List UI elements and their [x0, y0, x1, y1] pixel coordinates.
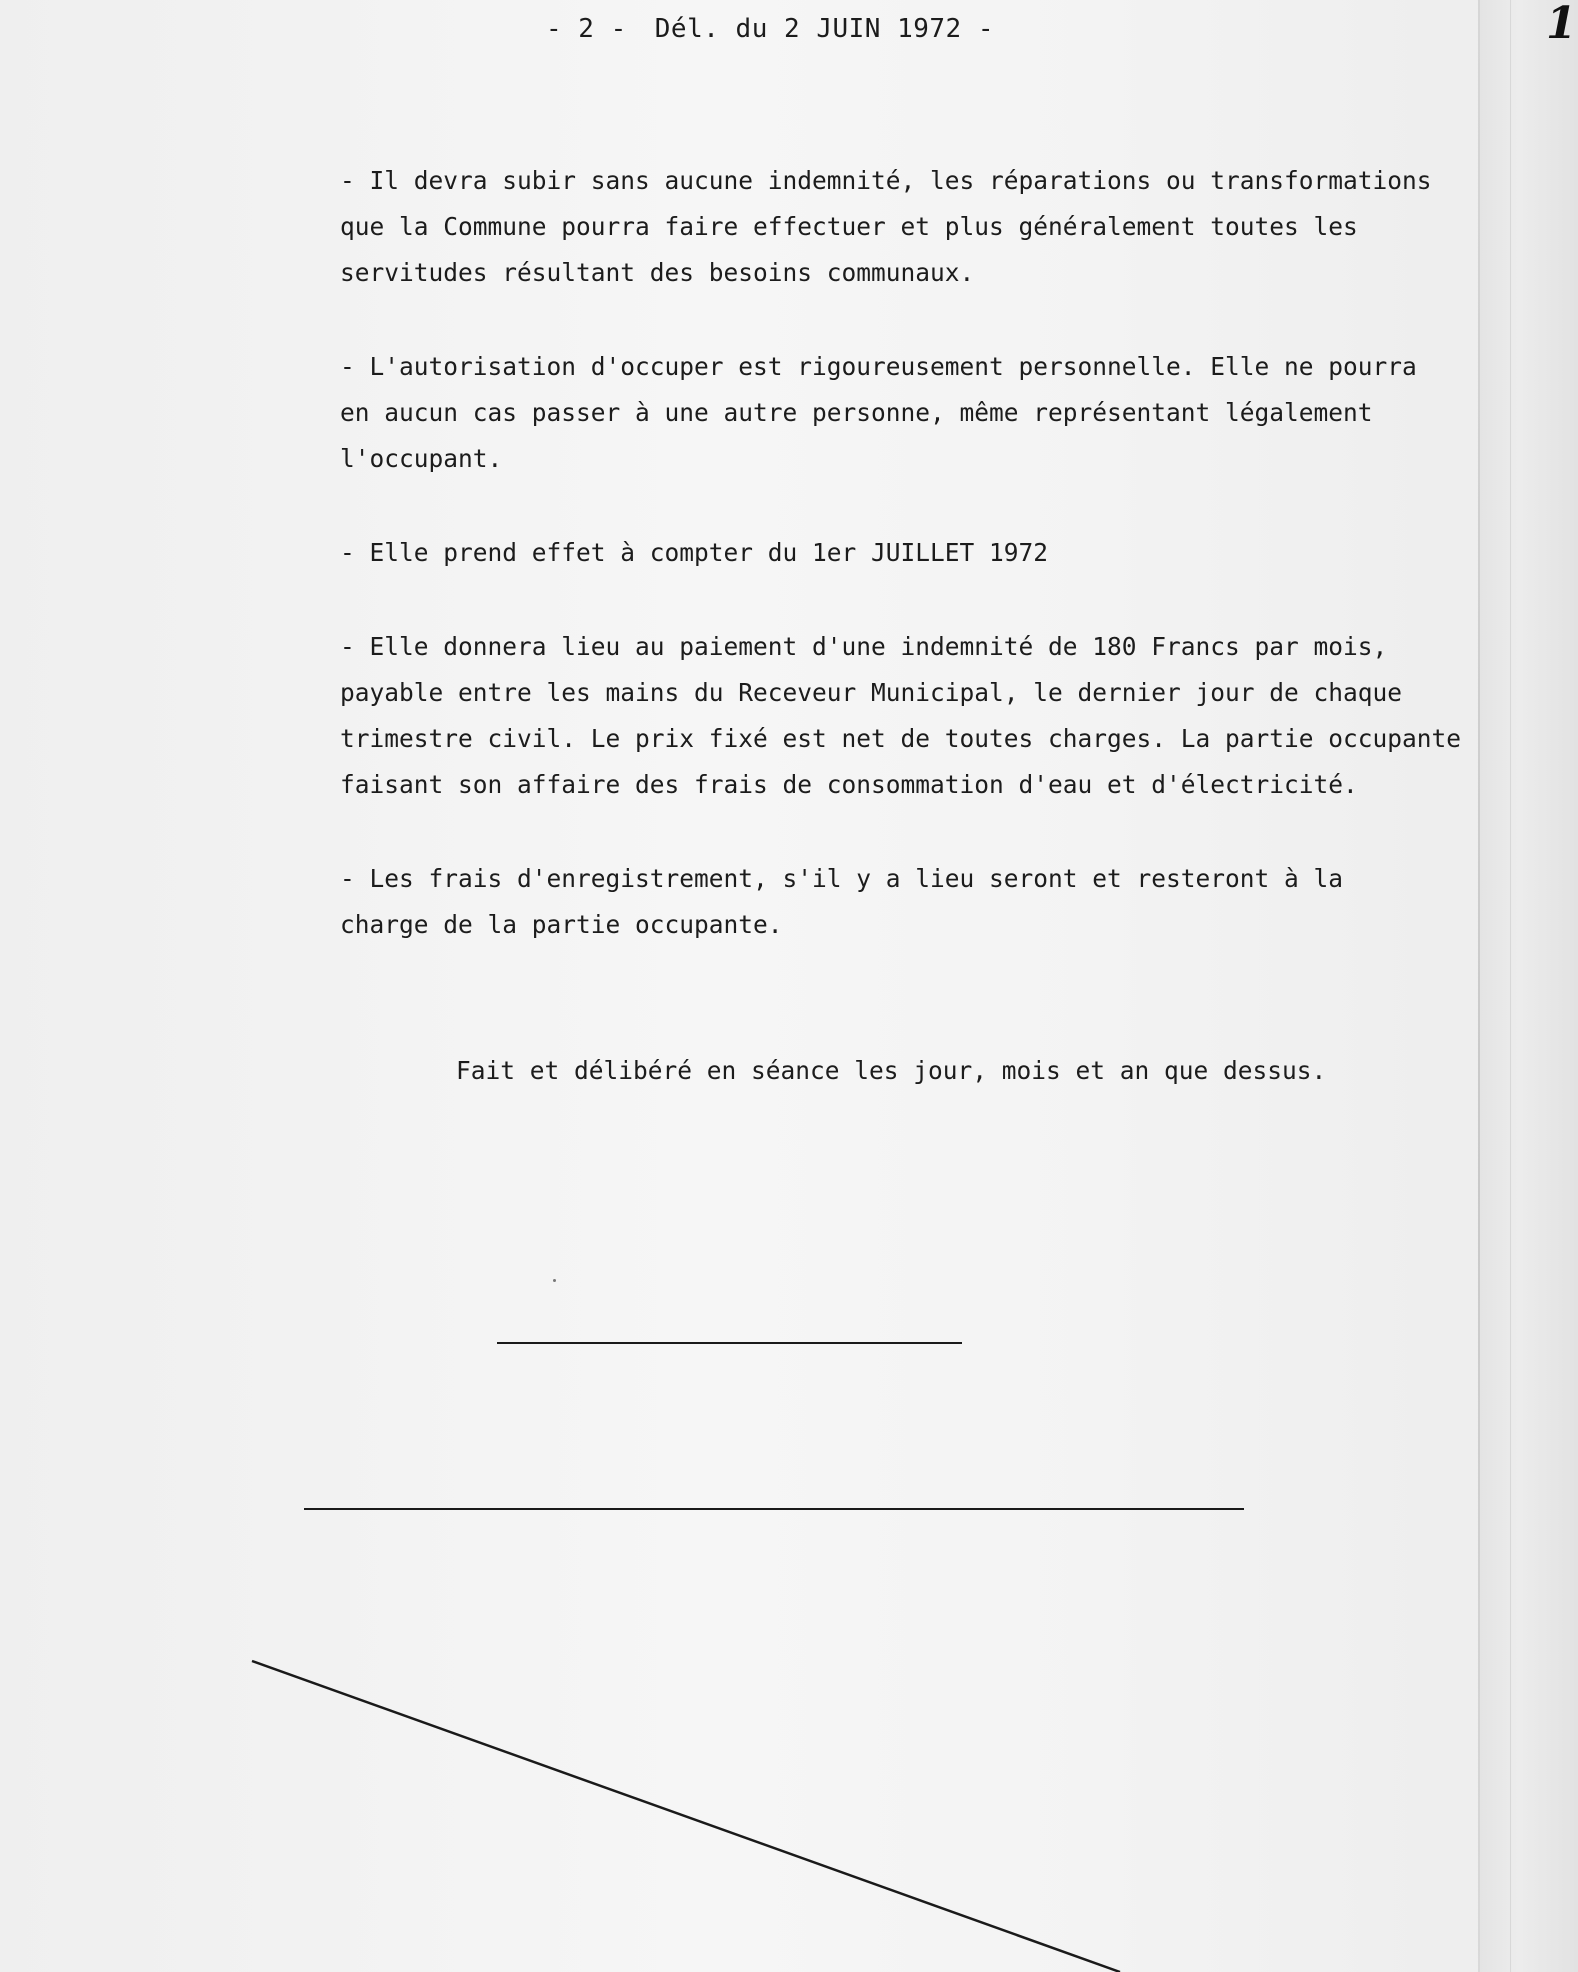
- header-page-marker: - 2 -: [546, 14, 627, 44]
- folio-number: 1: [1546, 0, 1577, 49]
- separator-line-short: [497, 1342, 962, 1344]
- paper-speck: [553, 1279, 556, 1282]
- paragraph-frais-enregistrement: - Les frais d'enregistrement, s'il y a lieu seront et resteront à la charge de la partie occupante.: [340, 864, 1344, 939]
- header-reference: Dél. du 2 JUIN 1972 -: [654, 14, 995, 44]
- paragraph-indemnite: - Elle donnera lieu au paiement d'une indemnité de 180 Francs par mois, payable entre les mains du Receveur Municipal, le dernier jour de chaque trimestre civil. Le prix fixé est net de toutes charges. La partie occupante faisant son affaire des frais de consommation d'eau et d'électricité.: [340, 632, 1462, 799]
- document-body: [340, 158, 1470, 996]
- paragraph-servitudes: - Il devra subir sans aucune indemnité, les réparations ou transformations que la Commune pourra faire effectuer et plus généralement toutes les servitudes résultant des besoins communaux.: [340, 166, 1432, 287]
- separator-line-long: [304, 1508, 1244, 1510]
- adjacent-page-edge: [1480, 0, 1578, 1972]
- paragraph-autorisation: - L'autorisation d'occuper est rigoureusement personnelle. Elle ne pourra en aucun cas passer à une autre personne, même représentant légalement l'occupant.: [340, 352, 1417, 473]
- closing-formula: Fait et délibéré en séance les jour, mois et an que dessus.: [456, 1056, 1327, 1085]
- paragraph-prise-effet: - Elle prend effet à compter du 1er JUILLET 1972: [340, 538, 1049, 567]
- page-header: [546, 14, 1022, 44]
